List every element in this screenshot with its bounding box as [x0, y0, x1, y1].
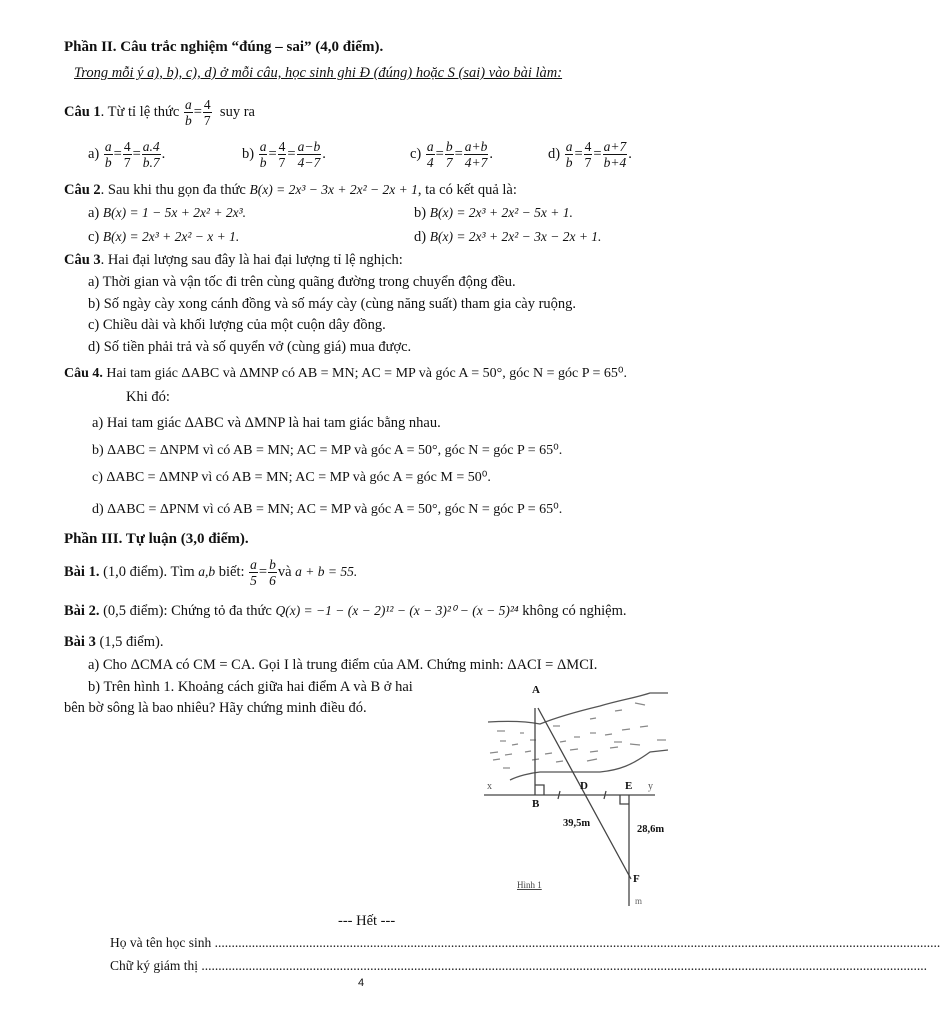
part3-title: Phần III. Tự luận (3,0 điểm). [64, 531, 249, 547]
question-4-option-d: d) ΔABC = ΔPNM vì có AB = MN; AC = MP và góc A = 50°, góc N = góc P = 65⁰. [92, 502, 563, 517]
question-1-suffix: suy ra [219, 104, 255, 120]
figure-length-df: 39,5m [563, 818, 591, 829]
question-2-polynomial: B(x) = 2x³ − 3x + 2x² − 2x + 1 [249, 182, 418, 197]
question-1-text: . Từ tỉ lệ thức [100, 104, 180, 120]
question-4-option-c: c) ΔABC = ΔMNP vì có AB = MN; AC = MP và góc A = góc M = 50⁰. [92, 470, 491, 485]
exercise-3-part-b-line-2: bên bờ sông là bao nhiêu? Hãy chứng minh điều đó. [64, 700, 367, 716]
question-4-option-a: a) Hai tam giác ΔABC và ΔMNP là hai tam giác bằng nhau. [92, 415, 441, 431]
figure-label-f: F [633, 873, 640, 885]
water-ripples [490, 703, 666, 768]
fraction: $\frac{a}{b}$ [184, 97, 192, 129]
question-1: Câu 1. Từ tỉ lệ thức $\frac{a}{b}$ = $\frac{4}{7}$ suy ra [64, 97, 255, 129]
question-2-label: Câu 2 [64, 182, 101, 198]
question-2: Câu 2. Sau khi thu gọn đa thức B(x) = 2x³ − 3x + 2x² − 2x + 1, ta có kết quả là: [64, 182, 517, 198]
exercise-3: Bài 3 (1,5 điểm). [64, 634, 164, 650]
question-1-option-d: d) $\frac{a}{b}$ = $\frac{4}{7}$ = $\frac{a+7}{b+4}$ . [548, 139, 632, 171]
river-upper-bank [488, 693, 668, 724]
question-4-text: Hai tam giác ΔABC và ΔMNP có AB = MN; AC = MP và góc A = 50°, góc N = góc P = 65⁰. [106, 366, 627, 381]
question-2-option-d: d) B(x) = 2x³ + 2x² − 3x − 2x + 1. [414, 229, 602, 245]
question-3-option-c: c) Chiều dài và khối lượng của một cuộn dây đồng. [88, 317, 386, 333]
fraction: $\frac{4}{7}$ [203, 97, 211, 129]
question-2-option-b: b) B(x) = 2x³ + 2x² − 5x + 1. [414, 205, 573, 221]
question-3-option-b: b) Số ngày cày xong cánh đồng và số máy cày (cùng năng suất) tham gia cày ruộng. [88, 296, 577, 312]
question-4 [64, 365, 627, 383]
exercise-3-part-a: a) Cho ΔCMA có CM = CA. Gọi I là trung điểm của AM. Chứng minh: ΔACI = ΔMCI. [88, 657, 598, 673]
question-1-option-a: a) $\frac{a}{b}$ = $\frac{4}{7}$ = $\frac{a.4}{b.7}$ . [88, 139, 166, 171]
figure-label-d: D [580, 780, 588, 792]
tick-de [604, 791, 606, 799]
right-angle-b [535, 785, 544, 795]
segment-adf [538, 708, 631, 879]
question-4-label: Câu 4. [64, 366, 103, 381]
proctor-signature-line: Chữ ký giám thị ....................................................................................................................................................................................................................... [110, 958, 927, 973]
question-2-option-a: a) B(x) = 1 − 5x + 2x² + 2x³. [88, 205, 247, 221]
figure-length-ef: 28,6m [637, 824, 665, 835]
page-number: 4 [358, 977, 365, 989]
figure-label-y: y [648, 781, 653, 792]
exercise-3-part-b-line-1: b) Trên hình 1. Khoảng cách giữa hai điểm A và B ở hai [88, 679, 413, 695]
tick-bd [558, 791, 560, 799]
question-1-option-c: c) $\frac{a}{4}$ = $\frac{b}{7}$ = $\frac{a+b}{4+7}$ . [410, 139, 494, 171]
figure-label-e: E [625, 780, 633, 792]
question-4-option-b: b) ΔABC = ΔNPM vì có AB = MN; AC = MP và góc A = 50°, góc N = góc P = 65⁰. [92, 443, 563, 458]
figure-label-m: m [635, 896, 643, 906]
question-1-label: Câu 1 [64, 104, 101, 120]
question-4-then: Khi đó: [126, 389, 170, 405]
exercise-2: Bài 2. (0,5 điểm): Chứng tỏ đa thức Q(x) = −1 − (x − 2)¹² − (x − 3)²⁰ − (x − 5)²⁴ không có nghiệm. [64, 603, 627, 619]
figure-label-b: B [532, 798, 540, 810]
question-2-option-c: c) B(x) = 2x³ + 2x² − x + 1. [88, 229, 240, 245]
part2-instruction: Trong mỗi ý a), b), c), d) ở mỗi câu, học sinh ghi Đ (đúng) hoặc S (sai) vào bài làm: [74, 65, 563, 81]
right-angle-e [620, 795, 629, 804]
part2-title: Phần II. Câu trắc nghiệm “đúng – sai” (4,0 điểm). [64, 39, 384, 55]
figure-label-x: x [487, 781, 492, 792]
exercise-2-polynomial: Q(x) = −1 − (x − 2)¹² − (x − 3)²⁰ − (x − 5)²⁴ [275, 603, 519, 618]
question-3-label: Câu 3 [64, 252, 101, 268]
exercise-1: Bài 1. (1,0 điểm). Tìm a,b biết: $\frac{a}{5}$ = $\frac{b}{6}$ và a + b = 55. [64, 557, 358, 589]
student-name-line: Họ và tên học sinh ....................................................................................................................................................................................................................... [110, 935, 940, 950]
river-lower-bank [510, 750, 668, 780]
figure-caption: Hình 1 [517, 880, 542, 890]
question-3-option-d: d) Số tiền phải trả và số quyển vở (cùng giá) mua được. [88, 339, 412, 355]
question-1-option-b: b) $\frac{a}{b}$ = $\frac{4}{7}$ = $\frac{a-b}{4-7}$ . [242, 139, 326, 171]
question-3: Câu 3. Hai đại lượng sau đây là hai đại lượng tỉ lệ nghịch: [64, 252, 403, 268]
figure-label-a: A [532, 684, 540, 696]
end-marker: --- Hết --- [338, 913, 396, 929]
question-3-option-a: a) Thời gian và vận tốc đi trên cùng quãng đường trong chuyển động đều. [88, 274, 516, 290]
